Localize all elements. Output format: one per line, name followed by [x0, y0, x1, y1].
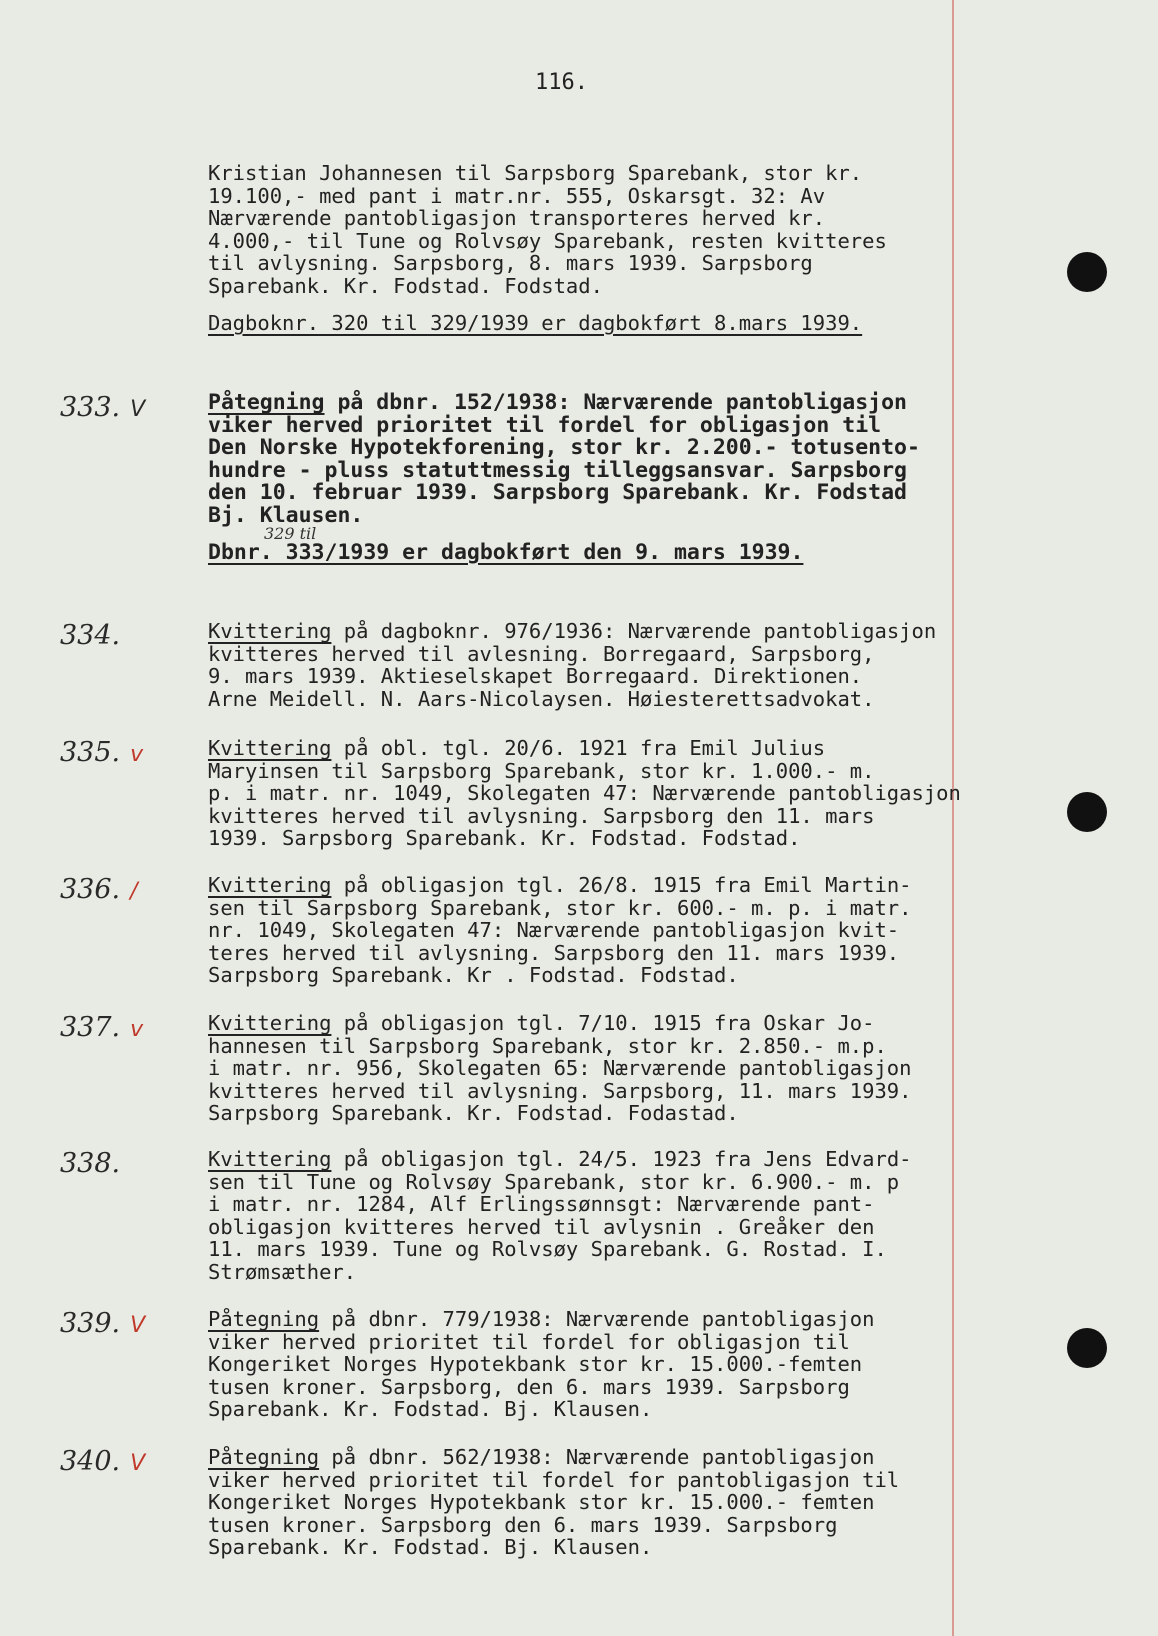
entry-line: Kongeriket Norges Hypotekbank stor kr. 15.000.-femten — [208, 1352, 863, 1377]
entry-lead: Påtegning — [208, 1445, 320, 1469]
intro-line: Sparebank. Kr. Fodstad. Fodstad. — [208, 273, 603, 298]
entry-number-text: 338. — [60, 1148, 121, 1179]
entry-lead: Kvittering — [208, 1011, 332, 1035]
entry-line: i matr. nr. 1284, Alf Erlingssønnsgt: Nærværende pant- — [208, 1192, 875, 1217]
entry-line: obligasjon kvitteres herved til avlysnin . Greåker den — [208, 1214, 875, 1239]
entry-number-text: 340. — [60, 1446, 121, 1477]
entry-line: p. i matr. nr. 1049, Skolegaten 47: Nærværende pantobligasjon — [208, 781, 961, 806]
entry-line: på obligasjon tgl. 24/5. 1923 fra Jens Edvard- — [331, 1147, 912, 1171]
entry-text — [208, 737, 1008, 850]
entry-line: tusen kroner. Sarpsborg den 6. mars 1939. Sarpsborg — [208, 1512, 838, 1537]
entry-text — [208, 1012, 1008, 1125]
entry-lead: Kvittering — [208, 619, 332, 643]
entry-lead: Påtegning — [208, 1307, 320, 1331]
entry-line: Arne Meidell. N. Aars-Nicolaysen. Høiesterettsadvokat. — [208, 686, 875, 711]
punch-hole-middle — [1067, 792, 1107, 832]
entry-text — [208, 1308, 1008, 1421]
entry-line: Sparebank. Kr. Fodstad. Bj. Klausen. — [208, 1535, 653, 1560]
entry-line: hundre - pluss statuttmessig tilleggsansvar. Sarpsborg — [208, 457, 907, 483]
entry-number-text: 333. — [60, 392, 121, 423]
punch-hole-top — [1067, 252, 1107, 292]
check-mark: V — [130, 1451, 146, 1476]
entry-text — [208, 620, 1008, 710]
entry-line: Sarpsborg Sparebank. Kr . Fodstad. Fodstad. — [208, 963, 739, 988]
entry-line: Kongeriket Norges Hypotekbank stor kr. 15.000.- femten — [208, 1490, 875, 1515]
entry-line: den 10. februar 1939. Sarpsborg Sparebank. Kr. Fodstad — [208, 480, 907, 506]
entry-line: nr. 1049, Skolegaten 47: Nærværende pantobligasjon kvit- — [208, 918, 900, 943]
entry-line: kvitteres herved til avlysning. Sarpsborg den 11. mars — [208, 803, 875, 828]
entry-number-text: 339. — [60, 1308, 121, 1339]
intro-line: Kristian Johannesen til Sarpsborg Sparebank, stor kr. — [208, 161, 863, 185]
entry-lead: Kvittering — [208, 873, 332, 897]
entry-line: Sparebank. Kr. Fodstad. Bj. Klausen. — [208, 1397, 653, 1422]
entry-line: sen til Sarpsborg Sparebank, stor kr. 600.- m. p. i matr. — [208, 895, 912, 920]
entry-number — [60, 620, 130, 651]
entry-line: Sarpsborg Sparebank. Kr. Fodstad. Fodastad. — [208, 1101, 739, 1126]
dagbok-footer: Dbnr. 333/1939 er dagbokført den 9. mars 1939. — [208, 539, 804, 565]
entry-line: i matr. nr. 956, Skolegaten 65: Nærværende pantobligasjon — [208, 1056, 912, 1081]
intro-line: 19.100,- med pant i matr.nr. 555, Oskarsgt. 32: Av — [208, 183, 826, 208]
entry-line: viker herved prioritet til fordel for pantobligasjon til — [208, 1467, 900, 1492]
entry-line: Bj. Klausen. — [208, 502, 364, 528]
entry-number — [60, 1446, 145, 1477]
entry-line: på dbnr. 562/1938: Nærværende pantobligasjon — [319, 1445, 875, 1469]
check-mark: v — [130, 742, 144, 767]
entry-line: Maryinsen til Sarpsborg Sparebank, stor kr. 1.000.- m. — [208, 758, 875, 783]
entry-line: hannesen til Sarpsborg Sparebank, stor kr. 2.850.- m.p. — [208, 1033, 887, 1058]
entry-line: viker herved prioritet til fordel for obligasjon til — [208, 1329, 850, 1354]
check-mark: V — [130, 397, 146, 422]
page-number: 116. — [535, 70, 588, 95]
entry-text — [208, 1446, 1008, 1559]
entry-number-text: 334. — [60, 620, 121, 651]
entry-text — [208, 874, 1008, 987]
intro-line: til avlysning. Sarpsborg, 8. mars 1939. Sarpsborg — [208, 251, 813, 276]
entry-line: Strømsæther. — [208, 1259, 357, 1284]
entry-number — [60, 874, 138, 905]
entry-number — [60, 1308, 145, 1339]
dagbok-footer: Dagboknr. 320 til 329/1939 er dagbokført 8.mars 1939. — [208, 310, 863, 335]
entry-line: teres herved til avlysning. Sarpsborg den 11. mars 1939. — [208, 940, 900, 965]
intro-line: Nærværende pantobligasjon transporteres herved kr. — [208, 206, 826, 231]
entry-line: på obligasjon tgl. 7/10. 1915 fra Oskar Jo- — [331, 1011, 875, 1035]
punch-hole-bottom — [1067, 1328, 1107, 1368]
entry-number — [60, 1148, 130, 1179]
entry-number — [60, 1012, 143, 1043]
entry-text — [208, 392, 1008, 564]
entry-line: på dbnr. 779/1938: Nærværende pantobligasjon — [319, 1307, 875, 1331]
entry-number-text: 336. — [60, 874, 121, 905]
check-mark: v — [130, 1017, 144, 1042]
entry-line: på obl. tgl. 20/6. 1921 fra Emil Julius — [331, 736, 826, 760]
entry-line: på obligasjon tgl. 26/8. 1915 fra Emil Martin- — [331, 873, 912, 897]
entry-line: kvitteres herved til avlysning. Sarpsborg, 11. mars 1939. — [208, 1078, 912, 1103]
entry-line: 1939. Sarpsborg Sparebank. Kr. Fodstad. Fodstad. — [208, 826, 801, 851]
entry-number — [60, 392, 145, 423]
entry-line: på dagboknr. 976/1936: Nærværende pantobligasjon — [331, 619, 937, 643]
intro-block — [208, 162, 1008, 334]
entry-text — [208, 1148, 1008, 1284]
check-mark: / — [130, 879, 138, 904]
entry-line: tusen kroner. Sarpsborg, den 6. mars 1939. Sarpsborg — [208, 1374, 850, 1399]
entry-line: 9. mars 1939. Aktieselskapet Borregaard. Direktionen. — [208, 664, 863, 689]
entry-line: viker herved prioritet til fordel for obligasjon til — [208, 412, 882, 438]
entry-line: på dbnr. 152/1938: Nærværende pantobligasjon — [324, 390, 907, 415]
entry-line: Den Norske Hypotekforening, stor kr. 2.200.- totusento- — [208, 435, 920, 461]
entry-lead: Kvittering — [208, 736, 332, 760]
entry-line: kvitteres herved til avlesning. Borregaard, Sarpsborg, — [208, 641, 875, 666]
check-mark: V — [130, 1313, 146, 1338]
intro-line: 4.000,- til Tune og Rolvsøy Sparebank, resten kvitteres — [208, 228, 887, 253]
entry-number — [60, 737, 143, 768]
entry-number-text: 337. — [60, 1012, 121, 1043]
entry-lead: Påtegning — [208, 390, 325, 415]
entry-line: 11. mars 1939. Tune og Rolvsøy Sparebank. G. Rostad. I. — [208, 1237, 887, 1262]
handwritten-note: 329 til — [264, 524, 317, 543]
entry-line: sen til Tune og Rolvsøy Sparebank, stor kr. 6.900.- m. p — [208, 1169, 900, 1194]
entry-lead: Kvittering — [208, 1147, 332, 1171]
entry-number-text: 335. — [60, 737, 121, 768]
